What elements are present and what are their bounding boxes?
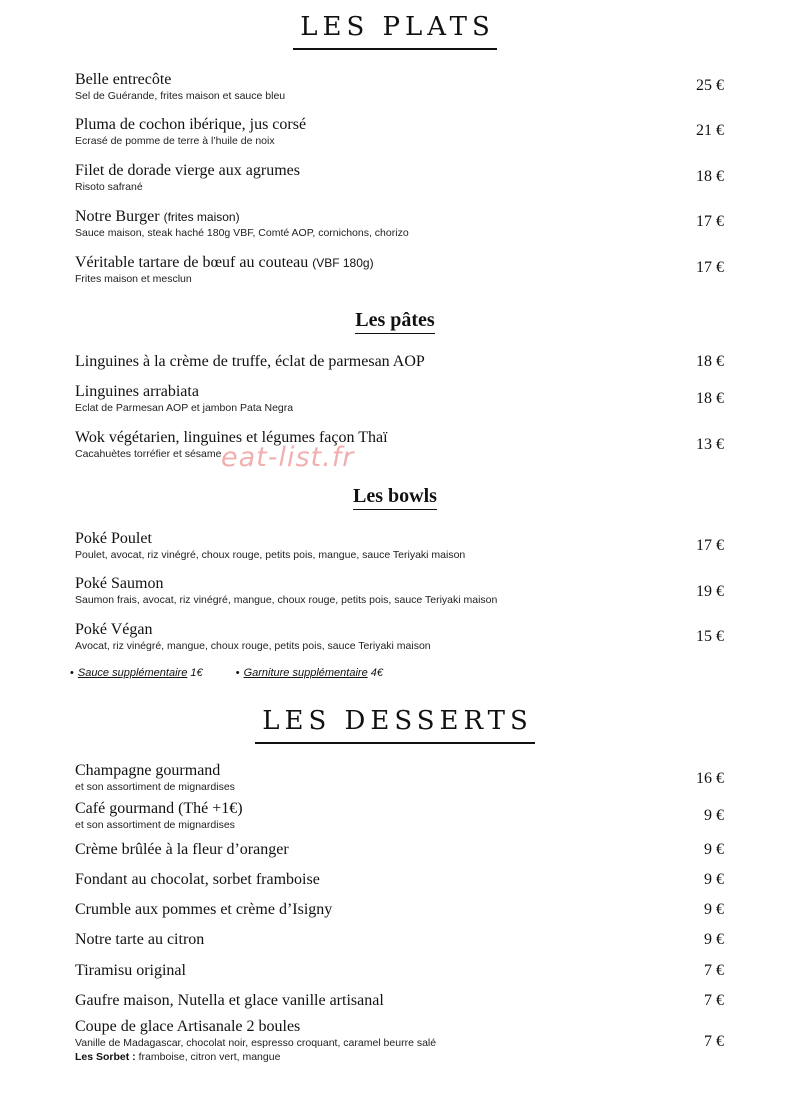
item-description-sorbet: Les Sorbet : framboise, citron vert, mangue [75,1051,281,1063]
item-name: Notre Burger (frites maison) [75,208,240,225]
item-description: Vanille de Madagascar, chocolat noir, espresso croquant, caramel beurre salé [75,1037,437,1049]
item-description: Avocat, riz vinégré, mangue, choux rouge, petits pois, sauce Teriyaki maison [75,640,431,652]
item-price: 17 € [696,259,724,276]
item-description: Ecrasé de pomme de terre à l’huile de noix [75,135,275,147]
item-price: 7 € [704,962,724,979]
item-price: 19 € [696,583,724,600]
item-description: Eclat de Parmesan AOP et jambon Pata Negra [75,402,294,414]
item-description: Risoto safrané [75,181,143,193]
menu-item [75,841,725,859]
item-name: Poké Saumon [75,575,164,592]
menu-item [75,71,725,103]
item-price: 9 € [704,901,724,918]
item-description: Cacahuètes torréfier et sésame [75,448,222,460]
item-name: Crème brûlée à la fleur d’oranger [75,841,289,858]
pates-title: Les pâtes [0,309,790,334]
item-price: 18 € [696,353,724,370]
item-price: 17 € [696,537,724,554]
menu-item [75,871,725,889]
menu-item [75,208,725,240]
item-description: et son assortiment de mignardises [75,781,235,793]
menu-item [75,621,725,653]
menu-item [75,162,725,194]
item-name: Linguines arrabiata [75,383,199,400]
item-price: 7 € [704,992,724,1009]
item-description: Sel de Guérande, frites maison et sauce bleu [75,90,286,102]
menu-item [75,429,725,461]
item-description: et son assortiment de mignardises [75,819,235,831]
item-price: 25 € [696,77,724,94]
item-description: Poulet, avocat, riz vinégré, choux rouge, petits pois, mangue, sauce Teriyaki maison [75,549,466,561]
extras-list [70,667,413,679]
menu-item [75,931,725,949]
item-name: Poké Poulet [75,530,152,547]
item-name: Tiramisu original [75,962,186,979]
item-note: (VBF 180g) [312,256,374,270]
item-name: Crumble aux pommes et crème d’Isigny [75,901,333,918]
item-name: Wok végétarien, linguines et légumes façon Thaï [75,429,388,446]
plats-title: LES PLATS [0,12,790,50]
item-name: Notre tarte au citron [75,931,205,948]
menu-item [75,962,725,980]
item-name: Champagne gourmand [75,762,221,779]
item-name: Fondant au chocolat, sorbet framboise [75,871,320,888]
item-description: Frites maison et mesclun [75,273,192,285]
item-price: 18 € [696,390,724,407]
menu-item [75,575,725,607]
menu-item [75,800,725,832]
bowls-title: Les bowls [0,485,790,510]
item-price: 9 € [704,871,724,888]
item-description: Saumon frais, avocat, riz vinégré, mangue, choux rouge, petits pois, sauce Teriyaki maison [75,594,498,606]
item-name: Café gourmand (Thé +1€) [75,800,243,817]
menu-item [75,992,725,1010]
watermark: eat-list.fr [221,442,355,473]
menu-item [75,116,725,148]
item-price: 9 € [704,807,724,824]
item-name: Gaufre maison, Nutella et glace vanille artisanal [75,992,384,1009]
menu-item [75,901,725,919]
menu-item [75,353,725,371]
menu-item [75,1018,725,1064]
item-name: Poké Végan [75,621,153,638]
item-description: Sauce maison, steak haché 180g VBF, Comté AOP, cornichons, chorizo [75,227,409,239]
item-name: Véritable tartare de bœuf au couteau (VBF 180g) [75,254,374,271]
menu-item [75,383,725,415]
item-price: 9 € [704,841,724,858]
desserts-title: LES DESSERTS [0,706,790,744]
item-note: (frites maison) [163,210,240,224]
item-price: 16 € [696,770,724,787]
menu-item [75,762,725,794]
item-name: Linguines à la crème de truffe, éclat de parmesan AOP [75,353,425,370]
item-name: Filet de dorade vierge aux agrumes [75,162,300,179]
item-price: 17 € [696,213,724,230]
extra-item: • Garniture supplémentaire 4€ [235,667,383,679]
item-price: 15 € [696,628,724,645]
item-price: 18 € [696,168,724,185]
item-price: 9 € [704,931,724,948]
item-name: Coupe de glace Artisanale 2 boules [75,1018,301,1035]
item-name: Belle entrecôte [75,71,172,88]
menu-item [75,254,725,286]
menu-item [75,530,725,562]
item-name: Pluma de cochon ibérique, jus corsé [75,116,307,133]
extra-item: • Sauce supplémentaire 1€ [70,667,203,679]
item-price: 7 € [704,1033,724,1050]
item-price: 13 € [696,436,724,453]
item-price: 21 € [696,122,724,139]
